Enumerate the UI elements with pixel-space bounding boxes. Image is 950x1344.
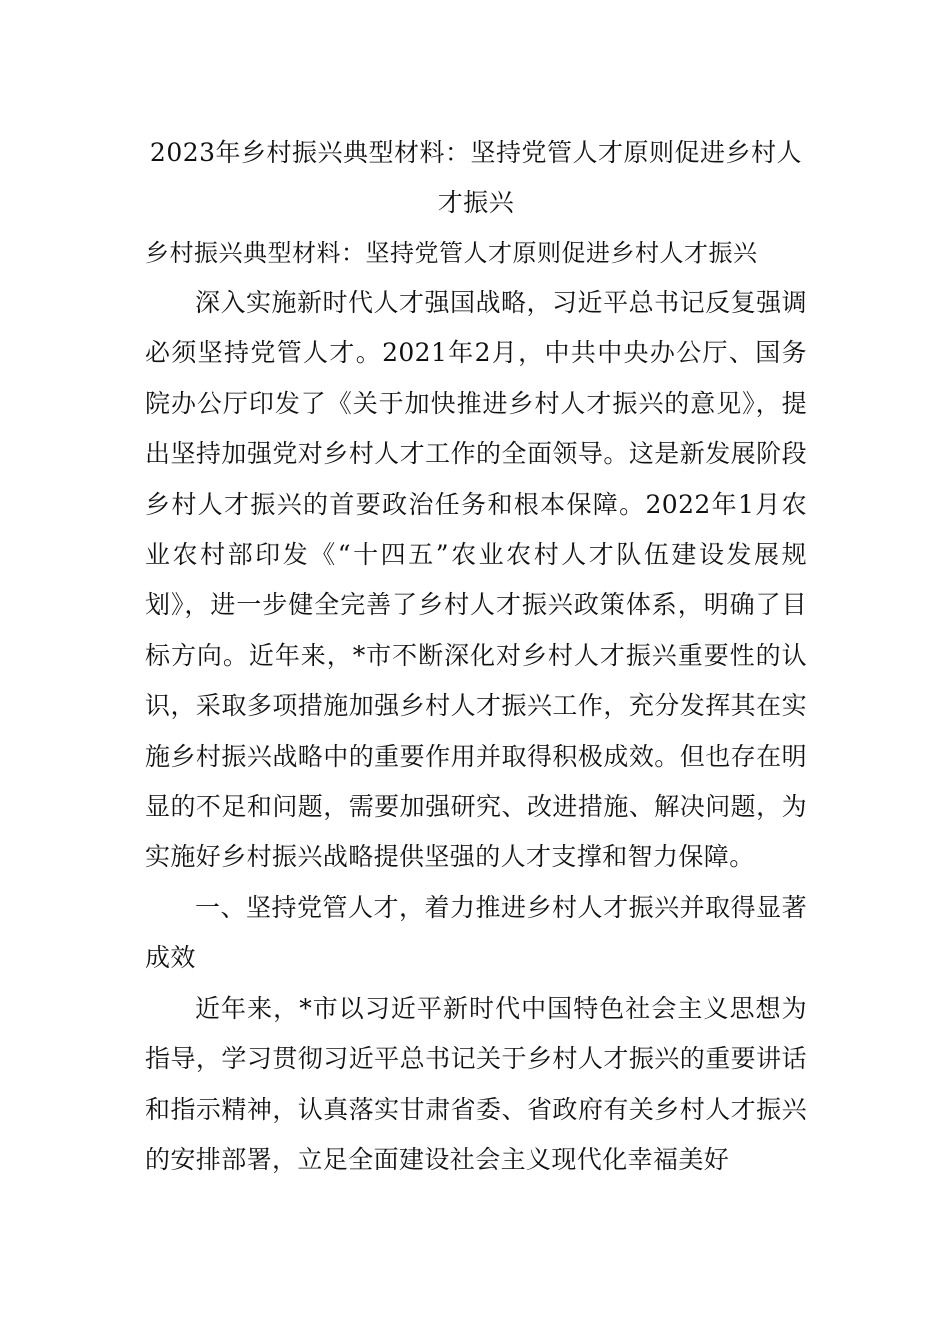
paragraph-section-1: 近年来，*市以习近平新时代中国特色社会主义思想为指导，学习贯彻习近平总书记关于乡村人才振兴的重要讲话和指示精神，认真落实甘肃省委、省政府有关乡村人才振兴的安排部署，立足全面建设社会主义现代化幸福美好: [145, 993, 807, 1174]
section-heading-1: 一、坚持党管人才，着力推进乡村人才振兴并取得显著成效: [145, 892, 807, 973]
document-body: [145, 128, 807, 1185]
document-subtitle: 乡村振兴典型材料：坚持党管人才原则促进乡村人才振兴: [145, 239, 758, 267]
paragraph-intro: 深入实施新时代人才强国战略，习近平总书记反复强调必须坚持党管人才。2021年2月，中共中央办公厅、国务院办公厅印发了《关于加快推进乡村人才振兴的意见》，提出坚持加强党对乡村人才工作的全面领导。这是新发展阶段乡村人才振兴的首要政治任务和根本保障。2022年1月农业农村部印发《“十四五”农业农村人才队伍建设发展规划》，进一步健全完善了乡村人才振兴政策体系，明确了目标方向。近年来，*市不断深化对乡村人才振兴重要性的认识，采取多项措施加强乡村人才振兴工作，充分发挥其在实施乡村振兴战略中的重要作用并取得积极成效。但也存在明显的不足和问题，需要加强研究、改进措施、解决问题，为实施好乡村振兴战略提供坚强的人才支撑和智力保障。: [145, 288, 807, 872]
document-title: 2023年乡村振兴典型材料：坚持党管人才原则促进乡村人才振兴: [149, 138, 803, 217]
